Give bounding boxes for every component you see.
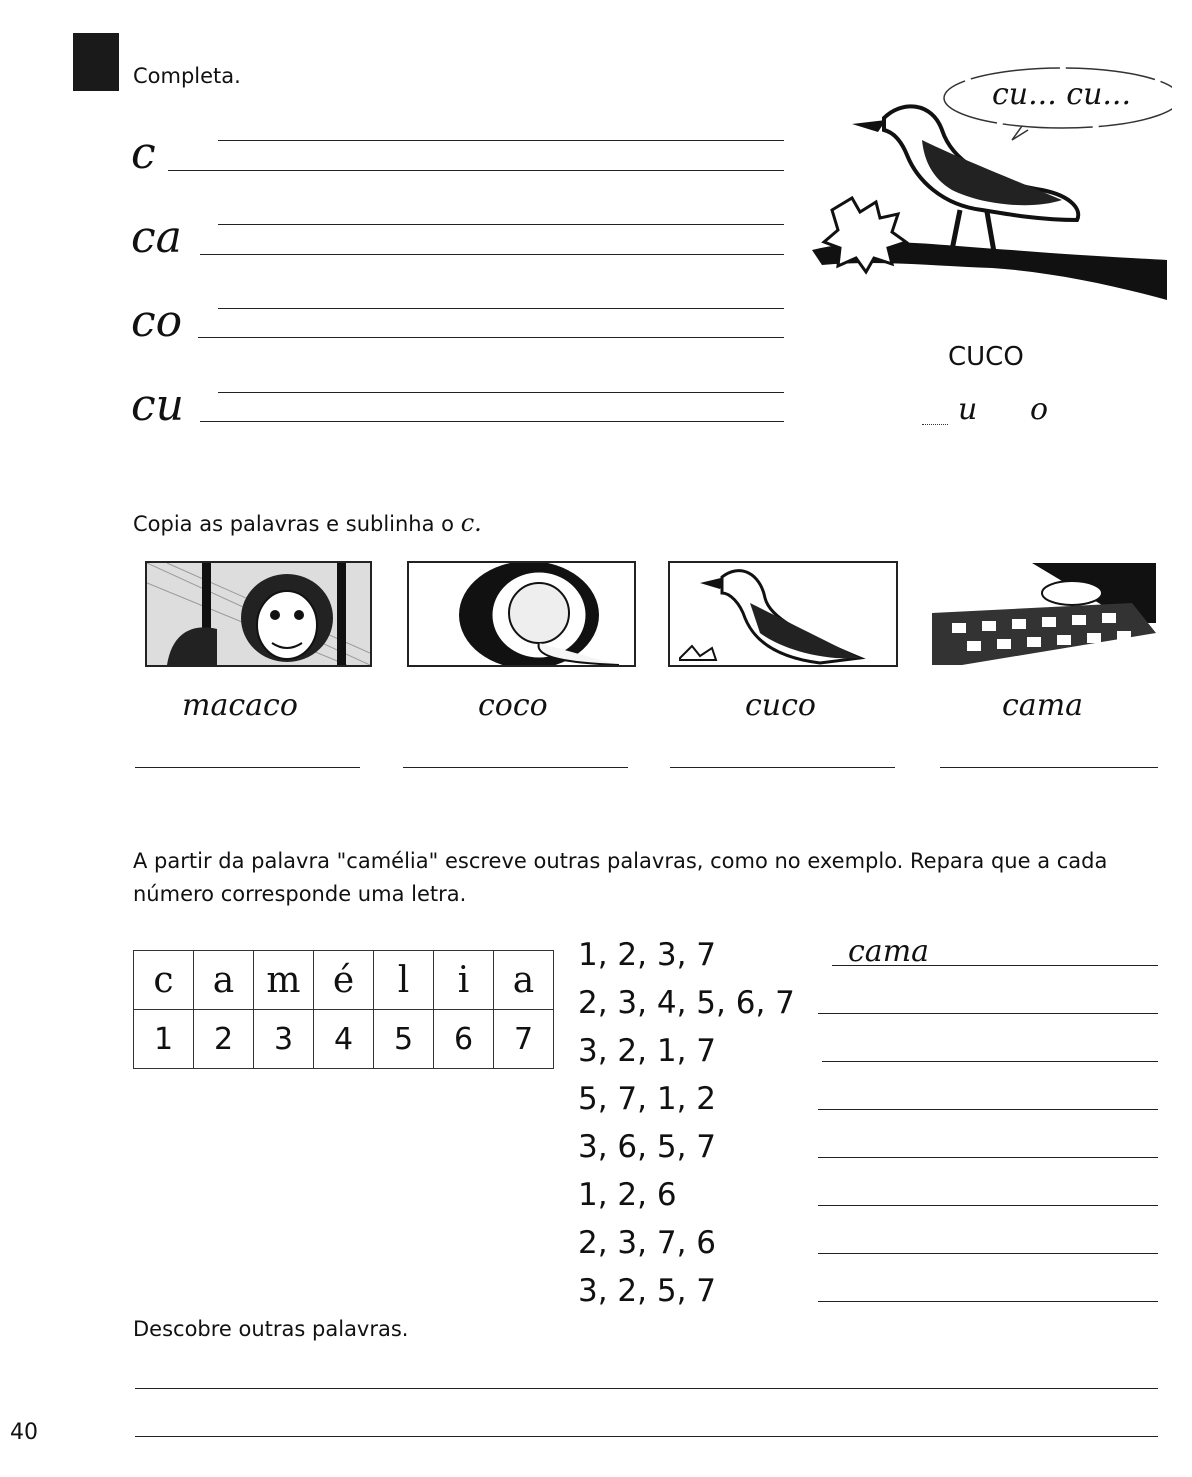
word-cuco: cuco — [745, 688, 816, 723]
number-cell: 2 — [194, 1010, 254, 1069]
number-cell: 3 — [254, 1010, 314, 1069]
bird-sound-text: cu... cu... — [992, 77, 1131, 112]
instruction-completa: Completa. — [133, 64, 241, 88]
number-cell: 7 — [494, 1010, 554, 1069]
writing-line[interactable] — [168, 170, 784, 171]
copy-line-cama[interactable] — [940, 767, 1158, 768]
partial-letter-o: o — [1030, 392, 1049, 427]
number-sequence: 2, 3, 4, 5, 6, 7 — [578, 985, 795, 1021]
free-writing-line[interactable] — [135, 1436, 1158, 1437]
word-cuco-print: CUCO — [948, 342, 1024, 372]
partial-letter-u: u — [958, 392, 978, 427]
bed-picture — [930, 561, 1158, 667]
writing-line[interactable] — [218, 392, 784, 393]
answer-line[interactable] — [818, 1253, 1158, 1254]
instruction-text: Copia as palavras e sublinha o — [133, 512, 455, 536]
free-writing-line[interactable] — [135, 1388, 1158, 1389]
answer-line[interactable] — [818, 1109, 1158, 1110]
answer-line[interactable] — [822, 1061, 1158, 1062]
syllable-row-cu: cu — [131, 380, 184, 431]
number-sequence: 3, 2, 5, 7 — [578, 1273, 717, 1309]
letter-cell: m — [254, 951, 314, 1010]
fill-blank[interactable] — [922, 424, 948, 425]
coconut-picture — [407, 561, 636, 667]
instruction-copia — [133, 509, 482, 537]
letter-cell: a — [194, 951, 254, 1010]
number-cell: 6 — [434, 1010, 494, 1069]
writing-line[interactable] — [218, 140, 784, 141]
letter-cell: l — [374, 951, 434, 1010]
syllable-row-ca: ca — [131, 212, 182, 263]
writing-line[interactable] — [200, 254, 784, 255]
instruction-letter: c. — [460, 509, 482, 537]
writing-line[interactable] — [198, 337, 784, 338]
syllable-row-c: c — [131, 128, 156, 179]
instruction-camelia-line1: A partir da palavra "camélia" escreve outras palavras, como no exemplo. Repara que a cada — [133, 849, 1108, 873]
syllable-row-co: co — [131, 296, 183, 347]
word-cama: cama — [1002, 688, 1084, 723]
word-macaco: macaco — [182, 688, 298, 723]
answer-line[interactable] — [832, 965, 1158, 966]
number-cell: 1 — [134, 1010, 194, 1069]
letter-cell: a — [494, 951, 554, 1010]
answer-line[interactable] — [818, 1157, 1158, 1158]
word-coco: coco — [478, 688, 548, 723]
writing-line[interactable] — [218, 308, 784, 309]
copy-line-cuco[interactable] — [670, 767, 895, 768]
exercise-marker-icon — [73, 33, 119, 91]
number-cell: 4 — [314, 1010, 374, 1069]
camelia-code-table — [133, 950, 554, 1069]
number-sequence: 3, 6, 5, 7 — [578, 1129, 717, 1165]
cuckoo-bird-illustration — [812, 60, 1172, 310]
cuckoo-picture — [668, 561, 898, 667]
writing-line[interactable] — [218, 224, 784, 225]
number-sequence: 1, 2, 6 — [578, 1177, 677, 1213]
number-sequence: 5, 7, 1, 2 — [578, 1081, 717, 1117]
letter-cell: c — [134, 951, 194, 1010]
monkey-picture — [145, 561, 372, 667]
copy-line-coco[interactable] — [403, 767, 628, 768]
letter-cell: i — [434, 951, 494, 1010]
answer-line[interactable] — [818, 1205, 1158, 1206]
number-sequence: 3, 2, 1, 7 — [578, 1033, 717, 1069]
writing-line[interactable] — [200, 421, 784, 422]
letter-cell: é — [314, 951, 374, 1010]
page-number: 40 — [10, 1420, 38, 1445]
instruction-descobre: Descobre outras palavras. — [133, 1317, 409, 1341]
example-answer-cama: cama — [848, 934, 930, 969]
answer-line[interactable] — [818, 1013, 1158, 1014]
copy-line-macaco[interactable] — [135, 767, 360, 768]
number-cell: 5 — [374, 1010, 434, 1069]
answer-line[interactable] — [818, 1301, 1158, 1302]
number-sequence: 1, 2, 3, 7 — [578, 937, 717, 973]
number-sequence: 2, 3, 7, 6 — [578, 1225, 717, 1261]
instruction-camelia-line2: número corresponde uma letra. — [133, 882, 467, 906]
